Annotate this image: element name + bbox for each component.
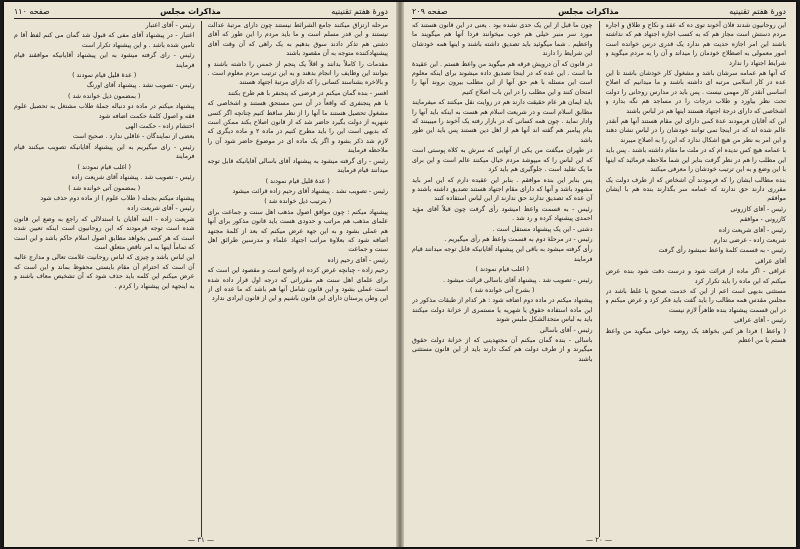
column-rule [599,21,600,537]
column-rule [201,21,202,537]
paragraph: باید ایمان هر عام حقیقت دارند هم در روایت نقل میکنند که میفرمایند مطابق اسلام است و در شریعت اسلام هم هست به اینکه باید آنها را وادار نماید . چون همه کسانی که در بازار رفته یک آخوند را میبینند که بنام پیامبر هم گفته اند آنها هم از اهل دین هستند پس باید این طور باشد [412,99,593,144]
paragraph: رئیس - به قسمت واعظ امیشود رأی گرفت چون قبلاً آقای مؤید احمدی پیشنهاد کرده و رد شد . [412,205,593,223]
left-page-column-right [208,21,389,537]
paragraph: ( اغلب قیام نمودند ) [475,266,529,274]
paragraph: مستثنی بدیهی است اعم از این که خدمت صحیح یا غلط باشد در مجلس مقدس همه مطالب را باید گفت باید فکر کرد و عرض میکنم و در این قسمت پیشنهاد بنده ظاهراً لازم نیست [605,287,786,314]
right-page-section: مذاکرات مجلس [558,7,619,16]
paragraph: رحیم زاده - چنانچه عرض کرده ام واضح است و مقصود این است که برای علمای اهل سنت هم مقرراتی که درجه اول قرار داده شده است عملی بشود و این قانون شامل آنها هم باشد که ما عده ای از این وطن پرستان دارای این قانون باشیم و این از قانون ایرادی ندارد [207,267,388,303]
right-page [402,2,796,547]
paragraph: مقدمات را کاملاً بدانند و اقلاً یک پنجم از خمس را داشته باشند و بتوانند این وظایف را انجام بدهند و به این ترتیب مردم معلوم است . و بالاخره بشناسند کسانی را که دارای مرتبهٔ اجتهاد هستند [207,60,388,87]
right-page-footer: — ۲۰ — [586,536,612,544]
right-page-column-right [606,21,787,537]
paragraph: رئیس - آقای شریعت زاده [718,226,786,234]
paragraph: بنده مطالب ایشان را که فرمودند آن اشخاص که از طرف دولت یک مقرری دارند حق ندارند که عمامه سر بگذارند بنده هم با ایشان موافقم [605,176,786,203]
paragraph: ( اغلب قیام نمودند ) [77,163,131,171]
left-page-columns [14,21,388,537]
paragraph: رئیس - تصویب نشد . پیشنهاد آقای رحیم زاده قرائت میشود [232,187,388,195]
paragraph: باسالی - بنده گمان میکنم آن مجتهدینی که از خزانهٔ دولت حقوق میگیرند و از طرف دولت هم کمک دارند باید از این قانون مستثنی باشند [412,337,593,363]
book-spread [4,2,796,547]
paragraph: ( واعظ ) فردا هر کس بخواهد یک روضه خوانی میگوید من واعظ هستم یا من اعظم [605,327,786,344]
left-page [4,2,398,547]
right-page-column-left [412,21,593,537]
paragraph: ( بمضمون ذیل خوانده شد ) [68,92,141,100]
left-page-footer: — ۳۱ — [188,536,214,544]
paragraph: پیشنهاد میکنم بجمله ( طلاب علوم ) از ماده دوم حذف شود [40,194,195,202]
paragraph: با عمامه هیچ کس ندیده ام که در ملت ما مقام داشته باشند . پس باید این مطلب را هم در نظر گرفت بنابر این شما ملاحظه فرمائید که اینها با این وضع و به این ترتیب خودشان را معرفی میکنند [605,147,786,174]
paragraph: شریعت زاده - عرضی ندارم [713,236,786,244]
paragraph: رئیس - تصویب نشد . پیشنهاد آقای اورنگ [86,82,195,90]
paragraph: اعتبار - در پیشنهاد آقای مفی که قبول شد گمان می کنم لفظ آقا م تامین شده باشد . و این پیشنهاد تکرار است [14,32,195,49]
paragraph: پیشنهاد میکنم در ماده دو دنباله جملهٔ طلاب مشتغل به تحصیل علوم فقه و اصول کلمهٔ حکمت اضافه شود [14,103,195,120]
paragraph: بعضی از نمایندگان - عاقلی ندارد . صحیح است [72,133,195,141]
paragraph: این لباس باشد و چیزی که لباس روحانیت علامت تعالی و مدارج عالیه آن است که احترام آن مقام بایستی محفوظ بماند و این است که عرض میکنم این کلمه باید حذف شود که آن تشخیص معاف باشند و به اینجهة این پیشنهاد را کردم . [14,254,195,290]
right-page-session: دورهٔ هفتم تقنینیه [729,7,786,16]
paragraph: کازرونی - موافقم [739,216,786,224]
paragraph: پس بنابر این بنده موافقم . بنابر این عقیده دارم که این امر باید مشهود باشد و آنها که دارای مقام اجتهاد هستند تصدیق داشته باشند و آن عده که تصدیق ندارند حق ندارند از این لباس استفاده کنند [412,176,593,203]
paragraph: رأی گرفته میشود به باقی این پیشنهاد آقایانیکه قابل توجه میدانند قیام فرمایند [412,246,593,263]
left-page-header [14,6,388,19]
paragraph: آقای عراقی [755,257,786,265]
paragraph: ( بشرح آتی خوانده شد ) [470,286,535,294]
paragraph: دشتی - این یک پیشنهاد مستقل است . [492,225,593,233]
paragraph: ( بترتیب ذیل خوانده شد ) [264,198,332,206]
paragraph: پیشنهاد میکنم : چون موافق اصول مذهب اهل سنت و جماعت برای علمای مذهب هم مراتب و حدودی هست باید قانون مذکور برای آنها هم عملی بشود و به این جهة عرض میکنم که بعد از کلمهٔ مجتهد اضافه شود که بعلاوهٔ مراتب اجتهاد علماء و مدرسین طرائق اهل سنت و جماعت [207,208,388,254]
paragraph: شریعت زاده - البته آقایان با استدلالی که راجع به وضع این قانون شده است توجه فرمودند که این روحانیون است اینکه تعیین شده است که هر کسی بخواهد مطابق اصول اسلام حاکم باشد و این است که تماماً اینها به امر ناقص متعلق است [14,215,195,251]
paragraph: رئیس - تصویب شد . پیشنهاد آقای باسالی قرائت میشود . [442,276,593,284]
paragraph: رئیس - رای گرفته میشود به این پیشنهاد آقایانیکه موافقند قیام فرمایند [14,52,195,69]
paragraph: رئیس - رای گرفته میشود به پیشنهاد آقای باسالی آقایانیکه قابل توجه میدانند قیام فرمایند [207,157,388,175]
paragraph: افسر - بنده گمان میکنم در فرضی که پنجنفر با هم طرح بکنند [227,89,388,97]
right-page-number: صفحه ۲۰۹ [412,7,448,16]
paragraph: رئیس - آقای عراقی [734,317,786,325]
right-page-columns [412,21,786,537]
paragraph: که آنها هم عمامه سرشان باشد و مشغول کار خودشان باشند تا این عده در کار اسلامی مرتبه ای داشته باشند و ما میدانیم که اصلاح اساسی آنقدر کار مهمی نیست . پس باید در مدارس روحانی را دولت تحت نظر بیاورد و طلاب درجات را در مساجد هم نگه بدارد و اشخاصی که دارای درجهٔ اجتهاد هستند اینها هم در لباس باشند [605,70,786,115]
paragraph: ( عدهٔ قلیل قیام نمودند ) [265,177,330,185]
left-page-session: دورهٔ هفتم تقنینیه [331,7,388,16]
left-page-number: صفحه ۱۱۰ [14,7,50,16]
paragraph: رئیس - تصویب شد . پیشنهاد آقای شریعت زاده [71,174,195,182]
paragraph: رئیس - آقای اعتبار [145,22,195,29]
paragraph: رئیس - آقای کازرونی [730,205,786,213]
paragraph: ( عدهٔ قلیل قیام نمودند ) [72,72,137,80]
paragraph: این روحانیون شدند فلان آخوند توی ده که عقد و نکاح و طلاق و اجاره مردم دستش است مجاز هم که به کسب اجازه اجتهاد هم که نداشته باشند این امر اجازه حدیث هم ندارد یک قدری درس خوانده است امور معمولی به اصطلاح خودمان را میداند و آن را به مردم میگوید و شرایط اجتهاد را ندارد [605,22,786,67]
paragraph: رئیس - در مرحلهٔ دوم به قسمت واعظ هم رأی میگیریم . [444,235,593,243]
paragraph: رئیس - به قسمت کلمهٔ واعظ نمیشود رأی گرفت [658,247,786,255]
paragraph: احتشام زاده - حکمت الهی [125,123,195,131]
left-page-section: مذاکرات مجلس [160,7,221,16]
right-page-header [412,6,786,19]
paragraph: عراقی - اگر ماده از قرائت شود و درست دقت شود بنده عرض میکنم که این ماده را باید تکرار کرد [605,268,786,285]
paragraph: رئیس - آقای باسالی [539,326,593,334]
paragraph: ( بمضمون آتی خوانده شد ) [68,184,141,192]
paragraph: مرحله ارتزاق میکنند جامع الشرائط نیستند چون دارای مرتبهٔ عدالت نیستند و این قدر مسلم است و ما باید مردم را این طور که آقای دشتی هم تذکر دادند سوق بدهیم به یک راهی که آن وقت آقای پیشنهادکننده متوجه به آن مقصود باشند [207,22,388,58]
left-page-column-left [14,21,195,537]
paragraph: این که آقایان فرمودند عدهٔ کمی دارای این مقام هستند آنها هم آنقدر عالم شده اند که در اینجا نمی توانند خودشان را در لباس نشان دهند و این امر به نظر من هیچ اشکال ندارد که این را به اصلاح میبرند [605,118,786,144]
paragraph: رئیس - آقای شریعت زاده [127,205,195,213]
paragraph: با هم پنجنفری که واقعاً در آن سن مستحق هستند و اشخاصی که مشغول تحصیل هستند ما آنها را از نظر ساقط کنیم چنانچه اگر کسی شهریه از دولت بگیرد حاضر شد که از قانون اصلاح بکند ممکن است که بدیهی است این را باید مطرح کنیم در ماده ۲ و ماده دیگری که لازم شد ذکر بشود و اگر یک ماده ای در موضوع حاضر شود آن را ملاحظه فرمایند [207,100,388,155]
paragraph: چون ما قبل از این یک حدی نشده بود . یعنی در این قانون هستند که مورد سر منبر خیلی هم خوب میخوانند فردا آنها هم میگویند ما واعظیم . شما میگوئید باید تصدیق داشته باشند و اینها همه خودشان این شرایط را دارند [412,22,593,58]
paragraph: در قانون که آن درویش فرقه هم میگوید من واعظ هستم . این عقیدهٔ ما است . این عده که در اینجا تصدیق داده میشوند برای اینکه معلوم است این مسئله با هم حق آنها از این مطلب بیرون بروند آنها را امتحان کنند و این مطلب را در این باب اصلاح کنیم [412,60,593,96]
paragraph: در طهران میگفت من یکی از آنهایی که سرش به کلاه پوستی است که این لباس را که میپوشد مردم خیال میکنند عالم است و این برای ما یک تقلید است . جلوگیری هم باید کرد [412,147,593,174]
paragraph: رئیس - رای میگیریم به این پیشنهاد آقایانیکه تصویب میکنند قیام فرمایند [14,143,195,161]
paragraph: پیشنهاد میکنم در ماده دوم اضافه شود : هر کدام از طبقات مذکور در این ماده استفاده حقوق یا شهریه یا مستمری از خزانهٔ دولت میکنند باید به لباس متحدالشکل ملبس شوند [412,297,593,324]
paragraph: رئیس - آقای رحیم زاده [327,256,388,264]
